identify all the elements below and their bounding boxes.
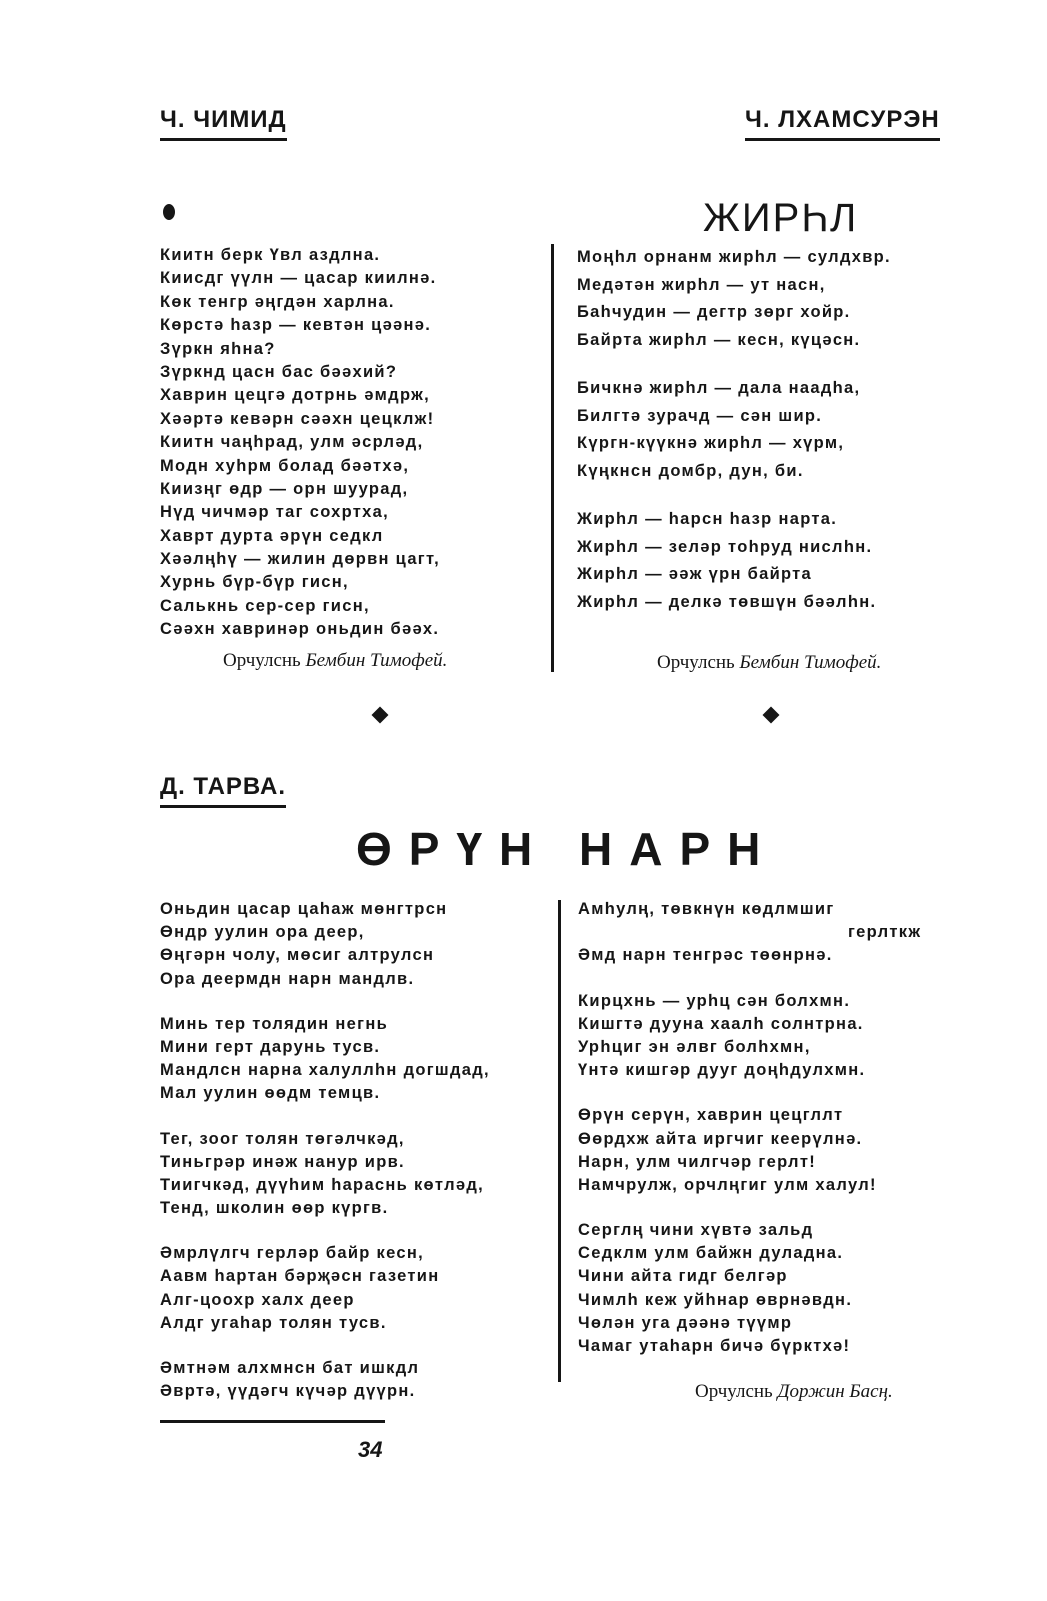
verse-line: Жирһл — һарсн һазр нарта. [577,510,838,528]
verse-line: Урһциг эн әлвг болһхмн, [578,1037,811,1056]
column-divider-bottom [558,900,561,1382]
verse-line: Нарн, улм чилгчәр герлт! [578,1152,817,1171]
bullet-dot-icon [163,204,175,220]
verse-line: Бaһчудин — дегтр зөрг хойр. [577,303,851,321]
verse-line: Әмд нарн тенгрәс төөнрнә. [578,946,833,965]
verse-line: Киитн берк Үвл аздлна. [160,246,381,264]
verse-line: Мини герт дарунь тусв. [160,1037,381,1056]
verse-line: Хаврт дурта әрүн седкл [160,526,384,545]
verse-line: Байртa жирһл — кесн, күцәсн. [577,330,861,349]
translator-left: Орчулснь Бембин Тимофей. [223,650,448,671]
verse-line: Алдг угаһар толян тусв. [160,1313,387,1332]
page-number: 34 [358,1437,383,1462]
verse-line: Серглң чини хүвтә зальд [578,1221,814,1240]
author-lkhamsuren: Ч. ЛХАМСУРЭН [745,106,940,141]
verse-line: Алг-цоохр халх деер [160,1290,355,1309]
verse-line: Намчрулж, орчлңгиг улм халул! [578,1175,877,1194]
translator-left-name: Бембин Тимофей. [305,650,448,671]
verse-line: Өөрдхж айта иргчиг кеерүлнә. [578,1129,863,1148]
verse-line: Тег, зоог толян төгәлчкәд, [160,1129,405,1148]
verse-line: Хәәлңһү — жилин дөрвн цагт, [160,550,440,569]
verse-line: Чөлән уга дәәнә түүмр [578,1313,793,1332]
verse-line: Чамаг утаһарн бичә бүрктхә! [578,1337,851,1355]
separator-diamond-icon [763,707,780,724]
verse-line: Сәәхн хавринәр оньдин бәәх. [160,620,440,639]
verse-line: Мал уулин өөдм темцв. [160,1084,381,1103]
verse-line: Киитн чаңһрад, улм әсрләд, [160,433,424,452]
poem-bottom-left [160,898,490,1403]
verse-line: Кирцхнь — урһц сән болхмн. [578,991,851,1010]
poem-bottom-right [578,898,921,1358]
verse-line: Көк тенгр әңгдән харлна. [160,292,395,311]
verse-line: Әмтнәм алхмнсн бат ишкдл [160,1359,420,1377]
translator-right-name: Бембин Тимофей. [739,652,882,673]
verse-line: Билгтә зурачд — сән шир. [577,406,823,425]
verse-line: Моңһл орнанм жирһл — сулдхвр. [577,248,891,266]
translator-bottom: Орчулснь Доржин Басң. [695,1381,893,1402]
verse-line: Жирһл — зеләр тоһруд нислһн. [577,537,873,556]
verse-line: Салькнь сер-сер гисн, [160,596,370,615]
verse-line: Күңкнсн домбр, дун, би. [577,461,804,480]
poem-title-orun-narn: ӨРҮН НАРН [356,823,778,875]
verse-line: Әмрлүлгч герләр байр кесн, [160,1244,424,1263]
verse-line: Ора деермдн нарн мандлв. [160,969,415,988]
verse-line: Зүркнд цасн бас бәәхий? [160,362,398,381]
verse-line: Кишгтә дууна хаалһ солнтрна. [578,1014,864,1033]
verse-line: Чимлһ кеж уйһнар өврнәвдн. [578,1290,853,1309]
verse-line: Зүркн яһна? [160,339,276,358]
verse-line: Хаврин цецгә дотрнь әмдрж, [160,386,430,405]
verse-line: Жирһл — делкә төвшүн бәәлһн. [577,592,877,611]
verse-line: Амһулң, төвкнүн көдлмшиг [578,900,835,918]
verse-line: Өрүн серүн, хаврин цецгллт [578,1106,844,1125]
verse-line: Модн хуһрм болад бәәтхә, [160,456,410,475]
verse-line: Минь тер толядин негнь [160,1014,389,1033]
verse-line: Тиигчкәд, дүүһим һараснь көтләд, [160,1175,485,1194]
verse-line: герлткж [848,923,922,942]
verse-line: Әвртә, үүдәгч күчәр дүүрн. [160,1382,416,1401]
verse-line: Медәтән жирһл — ут насн, [577,275,826,294]
verse-line: Чини айта гидг белгәр [578,1267,788,1286]
verse-line: Хурнь бүр-бүр гисн, [160,573,349,592]
verse-line: Киисдг үүлн — цасар киилнә. [160,269,437,288]
verse-line: Тиньгрәр инәж нанур ирв. [160,1152,405,1171]
author-chimid: Ч. ЧИМИД [160,106,287,141]
verse-line: Көрстә һазр — кевтән цәәнә. [160,316,432,335]
verse-line: Тенд, школин өөр күргв. [160,1199,389,1218]
verse-line: Өңгәрн чолу, мөсиг алтрулсн [160,946,435,965]
verse-line: Седклм улм байжн дуладна. [578,1244,844,1263]
translator-bottom-name: Доржин Басң. [777,1381,893,1402]
verse-line: Хәәртә кевәрн сәәхн цецклж! [160,409,435,428]
verse-line: Өндр уулин ора деер, [160,923,365,942]
poem-right [577,244,891,616]
verse-line: Мандлсн нарна халуллһн догшдад, [160,1061,490,1080]
verse-line: Бичкнә жирһл — дала наадһа, [577,379,861,397]
verse-line: Аавм һартан бәрҗәсн газетин [160,1267,440,1286]
poem-left [160,244,440,642]
verse-line: Жирһл — әәж үрн байртa [577,565,813,583]
verse-line: Үнтә кишгәр дууг доңһдулхмн. [578,1061,866,1080]
verse-line: Нүд чичмәр таг сохртха, [160,503,390,522]
footnote-rule [160,1420,385,1423]
separator-diamond-icon [372,707,389,724]
poem-title-zhirhl: ЖИРҺЛ [703,196,859,240]
verse-line: Күргн-күүкнә жирһл — хүрм, [577,434,845,452]
author-tarva: Д. ТАРВА. [160,773,286,808]
verse-line: Оньдин цасар цаһаж мөнгтрсн [160,900,448,918]
verse-line: Киизңг өдр — орн шуурад, [160,479,409,498]
poem-bottom-right-stanzas [578,990,921,1359]
translator-right: Орчулснь Бембин Тимофей. [657,652,882,673]
column-divider-top [551,244,554,672]
